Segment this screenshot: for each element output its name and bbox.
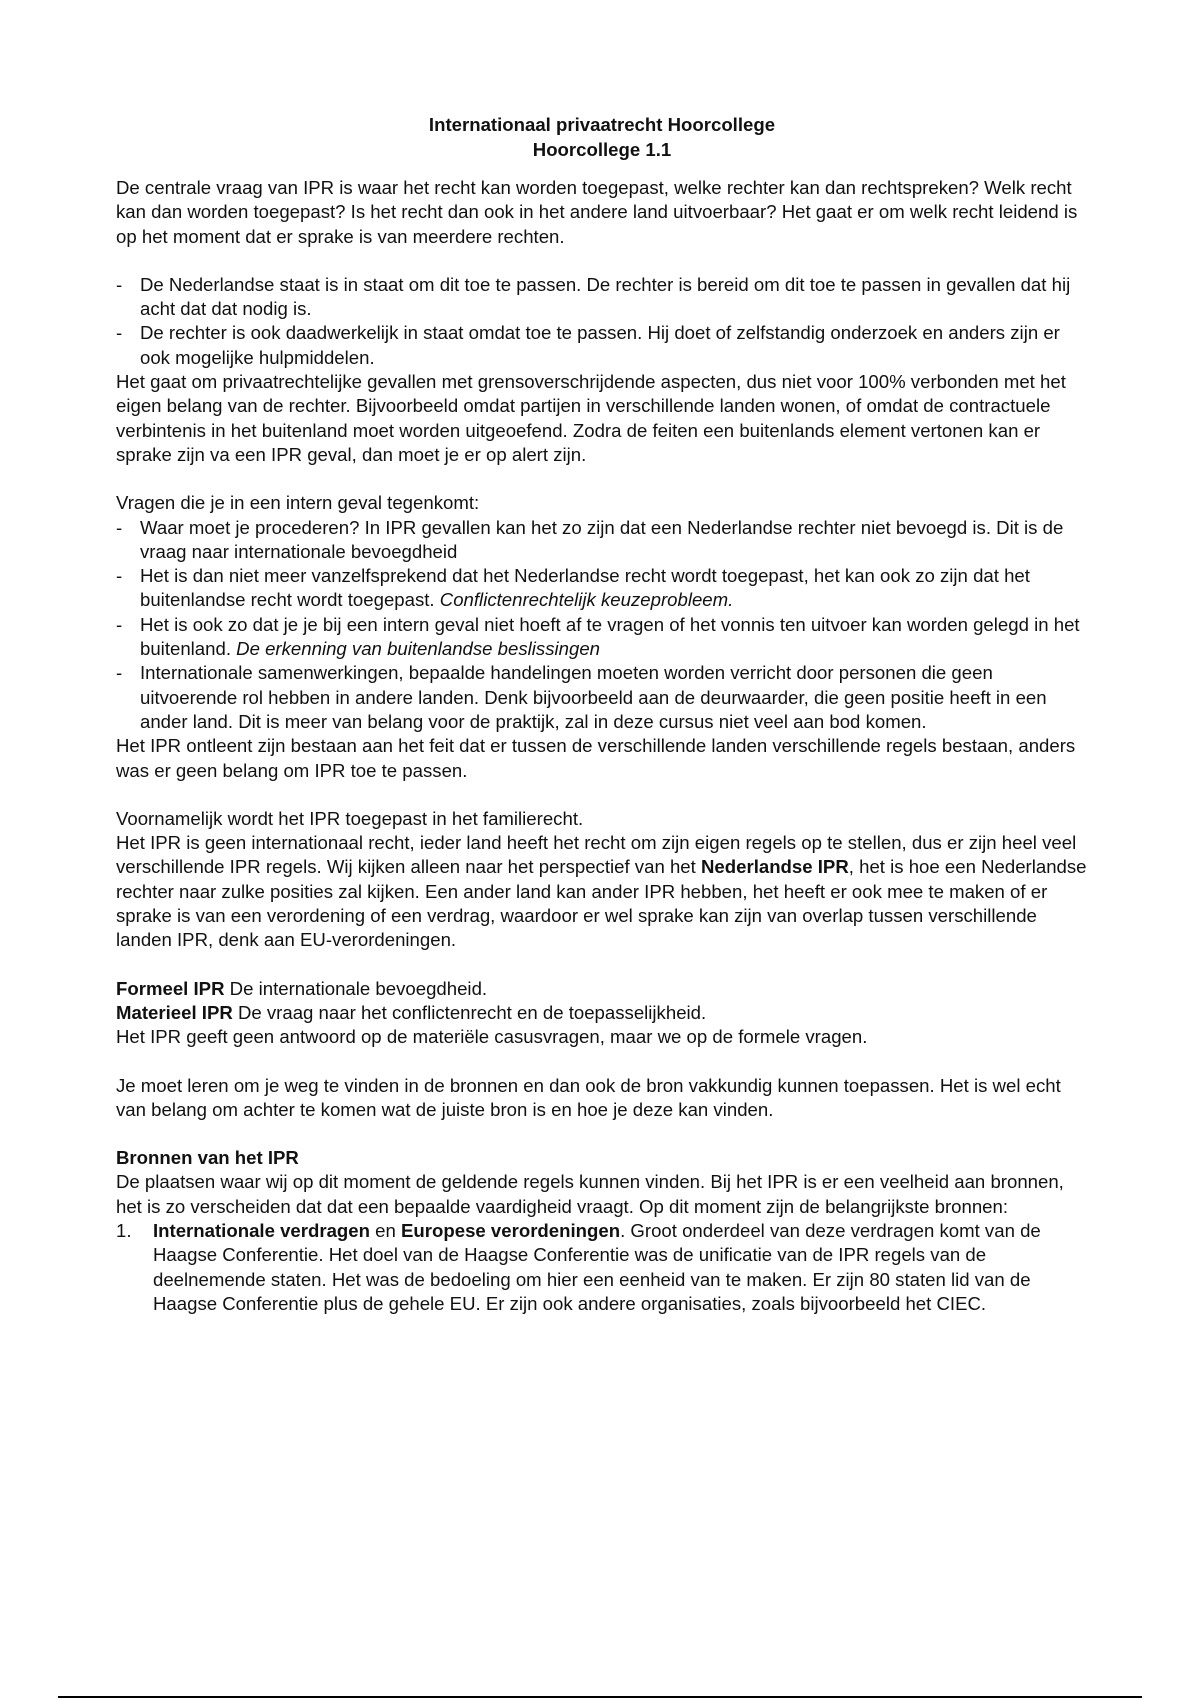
paragraph-vragen-intro: Vragen die je in een intern geval tegenkomt: — [116, 492, 480, 514]
paragraph-familierecht: Voornamelijk wordt het IPR toegepast in het familierecht. Het IPR is geen internationaal recht, ieder land heeft het recht om zijn eigen regels op te stellen, dus er zijn heel veel verschillende IPR regels. Wij kijken alleen naar het perspectief van het Nederlandse IPR, het is hoe een Nederlandse rechter naar zulke posities zal kijken. Een ander land kan ander IPR hebben, het heeft er ook mee te maken of er sprake is van een verordening of een verdrag, waardoor er wel sprake kan zijn van overlap tussen verschillende landen IPR, denk aan EU-verordeningen. — [116, 807, 1087, 951]
list-item: - De rechter is ook daadwerkelijk in staat omdat toe te passen. Hij doet of zelfstandig onderzoek en anders zijn er ook mogelijke hulpmiddelen. — [116, 322, 1060, 368]
section-intro: De plaatsen waar wij op dit moment de geldende regels kunnen vinden. Bij het IPR is er een veelheid aan bronnen, het is zo verscheiden dat dat een bepaalde vaardigheid vraagt. Op dit moment zijn de belangrijkste bronnen: — [116, 1171, 1064, 1217]
paragraph-bestaan: Het IPR ontleent zijn bestaan aan het feit dat er tussen de verschillende landen verschillende regels bestaan, anders was er geen belang om IPR toe te passen. — [116, 735, 1076, 781]
list-item: - Internationale samenwerkingen, bepaalde handelingen moeten worden verricht door personen die geen uitvoerende rol hebben in andere landen. Denk bijvoorbeeld aan de deurwaarder, die geen positie heeft in een ander land. Dit is meer van belang voor de praktijk, zal in deze cursus niet veel aan bod komen. — [116, 662, 1047, 732]
paragraph-formeel-materieel: Formeel IPR De internationale bevoegdheid. Materieel IPR De vraag naar het conflictenrecht en de toepasselijkheid. Het IPR geeft geen antwoord op de materiële casusvragen, maar we op de formele vragen. — [116, 977, 868, 1048]
section-heading: Bronnen van het IPR — [116, 1147, 299, 1169]
dash-list-1 — [116, 273, 1088, 370]
list-item: - Het is ook zo dat je je bij een intern geval niet hoeft af te vragen of het vonnis ten uitvoer kan worden gelegd in het buitenland. De erkenning van buitenlandse beslissingen — [116, 613, 1080, 660]
section-bronnen — [116, 1146, 1088, 1316]
dash-list-2 — [116, 516, 1088, 735]
title-line-2: Hoorcollege 1.1 — [532, 139, 672, 160]
list-item: - De Nederlandse staat is in staat om dit toe te passen. De rechter is bereid om dit toe te passen in gevallen dat hij acht dat dat nodig is. — [116, 273, 1071, 320]
numbered-list — [116, 1219, 1088, 1316]
title-line-1: Internationaal privaatrecht Hoorcollege — [428, 114, 776, 135]
list-item: 1. Internationale verdragen en Europese verordeningen. Groot onderdeel van deze verdragen komt van de Haagse Conferentie. Het doel van de Haagse Conferentie was de unificatie van de IPR regels van de deelnemende staten. Het was de bedoeling om hier een eenheid van te maken. Er zijn 80 staten lid van de Haagse Conferentie plus de gehele EU. Er zijn ook andere organisaties, zoals bijvoorbeeld het CIEC. — [116, 1219, 1041, 1314]
document-title — [116, 112, 1088, 162]
footer-divider — [58, 1696, 1142, 1698]
list-item: - Het is dan niet meer vanzelfsprekend dat het Nederlandse recht wordt toegepast, het kan ook zo zijn dat het buitenlandse recht wordt toegepast. Conflictenrechtelijk keuzeprobleem. — [116, 565, 1030, 611]
document-page — [116, 112, 1088, 1316]
list-item: - Waar moet je procederen? In IPR gevallen kan het zo zijn dat een Nederlandse rechter niet bevoegd is. Dit is de vraag naar internationale bevoegdheid — [116, 516, 1064, 562]
paragraph-bronnen-vinden: Je moet leren om je weg te vinden in de bronnen en dan ook de bron vakkundig kunnen toepassen. Het is wel echt van belang om achter te komen wat de juiste bron is en hoe je deze kan vinden. — [116, 1074, 1061, 1120]
paragraph-grensoverschrijdend: Het gaat om privaatrechtelijke gevallen met grensoverschrijdende aspecten, dus niet voor 100% verbonden met het eigen belang van de rechter. Bijvoorbeeld omdat partijen in verschillende landen wonen, of omdat de contractuele verbintenis in het buitenland moet worden uitgeoefend. Zodra de feiten een buitenlands element vertonen kan er sprake zijn va een IPR geval, dan moet je er op alert zijn. — [116, 371, 1066, 465]
paragraph-intro: De centrale vraag van IPR is waar het recht kan worden toegepast, welke rechter kan dan rechtspreken? Welk recht kan dan worden toegepast? Is het recht dan ook in het andere land uitvoerbaar? Het gaat er om welk recht leidend is op het moment dat er sprake is van meerdere rechten. — [116, 177, 1078, 247]
